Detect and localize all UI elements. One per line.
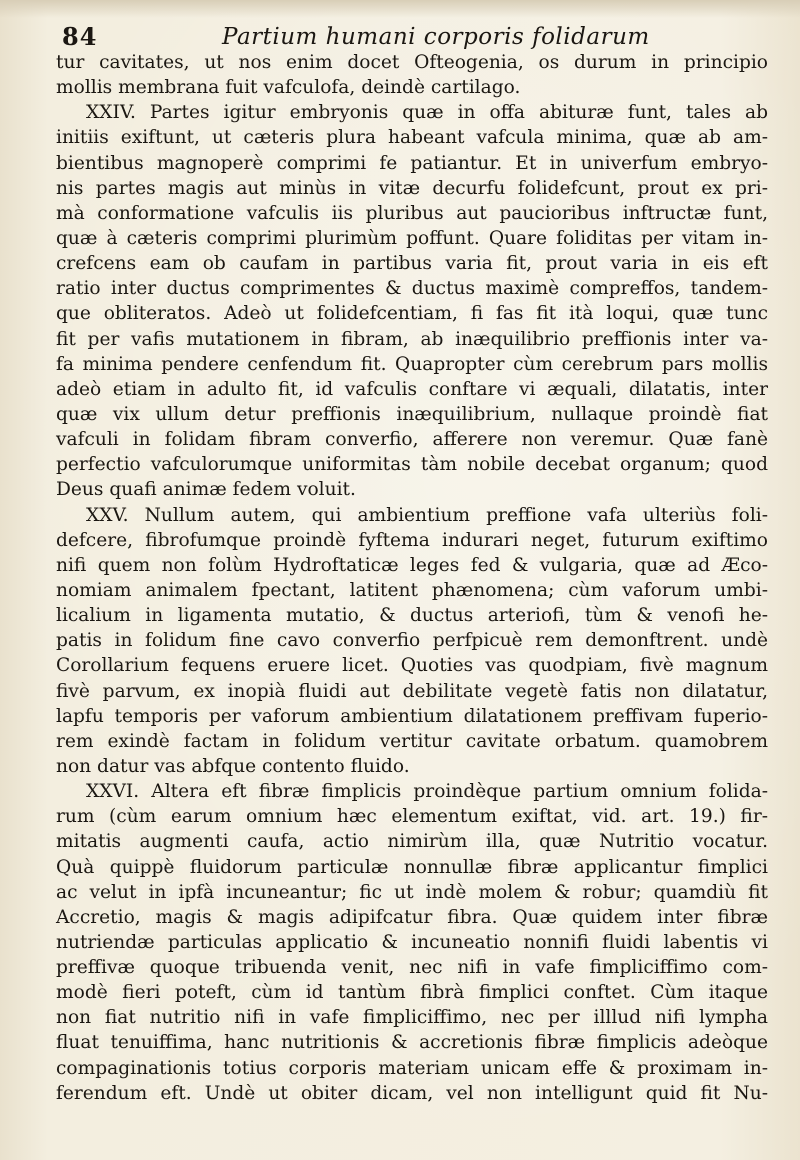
text-line: adeò etiam in adulto fit, id vafculis conftare vi æquali, dilatatis, inter	[56, 378, 768, 400]
text-line: que obliteratos. Adeò ut folidefcentiam, fi fas fit ità loqui, quæ tunc	[56, 303, 768, 325]
text-line: fa minima pendere cenfendum fit. Quapropter cùm cerebrum pars mollis	[56, 353, 768, 375]
text-line: initiis exiftunt, ut cæteris plura habeant vafcula minima, quæ ab am-	[56, 127, 768, 149]
page-number: 84	[62, 22, 98, 51]
text-line: fluat tenuiffima, hanc nutritionis & accretionis fibræ fimplicis adeòque	[56, 1032, 768, 1054]
text-line: Accretio, magis & magis adipifcatur fibra. Quæ quidem inter fibræ	[56, 906, 768, 928]
text-line: rum (cùm earum omnium hæc elementum exiftat, vid. art. 19.) fir-	[56, 806, 768, 828]
text-line: Deus quafi animæ fedem voluit.	[56, 479, 356, 501]
text-line: ferendum eft. Undè ut obiter dicam, vel non intelligunt quid fit Nu-	[56, 1082, 768, 1104]
paragraph-start-xxiv: XXIV. Partes igitur embryonis quæ in offa abituræ funt, tales ab	[86, 102, 768, 124]
text-line: nis partes magis aut minùs in vitæ decurfu folidefcunt, prout ex pri-	[56, 177, 768, 199]
text-line: compaginationis totius corporis materiam unicam effe & proximam in-	[56, 1057, 768, 1079]
text-line: bientibus magnoperè comprimi fe patiantur. Et in univerfum embryo-	[56, 152, 768, 174]
text-line: mitatis augmenti caufa, actio nimirùm illa, quæ Nutritio vocatur.	[56, 831, 768, 853]
page-edge-shadow	[0, 0, 800, 18]
text-line: ac velut in ipfà incuneantur; fic ut indè molem & robur; quamdiù fit	[56, 881, 768, 903]
running-title: Partium humani corporis folidarum	[222, 24, 650, 50]
text-line: tur cavitates, ut nos enim docet Ofteogenia, os durum in principio	[56, 52, 768, 73]
text-line: lapfu temporis per vaforum ambientium dilatationem preffivam fuperio-	[56, 705, 768, 727]
text-line: fit per vafis mutationem in fibram, ab inæquilibrio preffionis inter va-	[56, 328, 768, 350]
text-line: perfectio vafculorumque uniformitas tàm nobile decebat organum; quod	[56, 454, 768, 476]
text-line: mà conformatione vafculis iis pluribus aut paucioribus inftructæ funt,	[56, 202, 768, 224]
text-line: Corollarium fequens eruere licet. Quoties vas quodpiam, fivè magnum	[56, 655, 768, 677]
text-line: patis in folidum fine cavo converfio perfpicuè rem demonftrent. undè	[56, 630, 768, 652]
text-line: ratio inter ductus comprimentes & ductus maximè compreffos, tandem-	[56, 278, 768, 300]
text-line: fivè parvum, ex inopià fluidi aut debilitate vegetè fatis non dilatatur,	[56, 680, 768, 702]
body-text	[56, 50, 768, 1106]
text-line: modè fieri poteft, cùm id tantùm fibrà fimplici conftet. Cùm itaque	[56, 982, 768, 1004]
paragraph-start-xxv: XXV. Nullum autem, qui ambientium preffione vafa ulteriùs foli-	[86, 504, 768, 526]
text-line: quæ à cæteris comprimi plurimùm poffunt. Quare foliditas per vitam in-	[56, 227, 768, 249]
text-line: licalium in ligamenta mutatio, & ductus arteriofi, tùm & venofi he-	[56, 605, 768, 627]
running-head	[62, 22, 752, 52]
text-line: rem exindè factam in folidum vertitur cavitate orbatum. quamobrem	[56, 730, 768, 752]
text-line: nifi quem non folùm Hydroftaticæ leges fed & vulgaria, quæ ad Æco-	[56, 554, 768, 576]
text-line: crefcens eam ob caufam in partibus varia fit, prout varia in eis eft	[56, 253, 768, 275]
text-line: preffivæ quoque tribuenda venit, nec nifi in vafe fimpliciffimo com-	[56, 957, 768, 979]
text-line: mollis membrana fuit vafculofa, deindè cartilago.	[56, 77, 521, 99]
paragraph-start-xxvi: XXVI. Altera eft fibræ fimplicis proindèque partium omnium folida-	[86, 781, 768, 803]
text-line: non fiat nutritio nifi in vafe fimpliciffimo, nec per illlud nifi lympha	[56, 1007, 768, 1029]
text-line: defcere, fibrofumque proindè fyftema indurari neget, futurum exiftimo	[56, 529, 768, 551]
text-line: Quà quippè fluidorum particulæ nonnullæ fibræ applicantur fimplici	[56, 856, 768, 878]
text-line: nutriendæ particulas applicatio & incuneatio nonnifi fluidi labentis vi	[56, 931, 768, 953]
text-line: vafculi in folidam fibram converfio, afferere non veremur. Quæ fanè	[56, 429, 768, 451]
text-line: quæ vix ullum detur preffionis inæquilibrium, nullaque proindè fiat	[56, 403, 768, 425]
text-line: nomiam animalem fpectant, latitent phænomena; cùm vaforum umbi-	[56, 579, 768, 601]
text-line: non datur vas abfque contento fluido.	[56, 755, 410, 777]
